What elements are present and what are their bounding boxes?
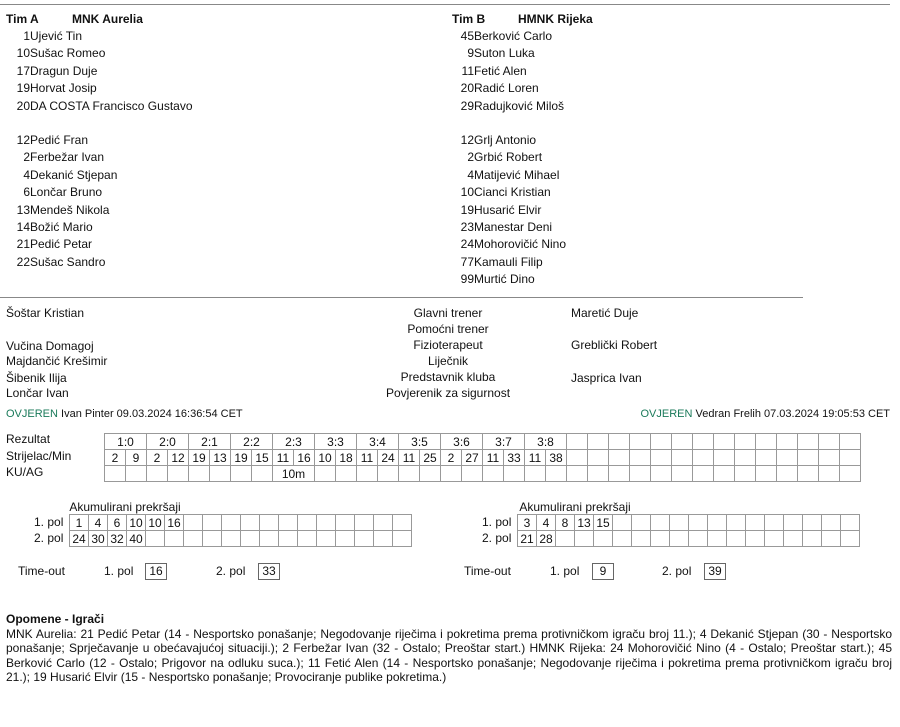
player-name: Grbić Robert	[474, 150, 543, 165]
empty-cell	[746, 531, 765, 547]
empty-cell	[260, 531, 279, 547]
scorer-min-cell: 27	[462, 450, 483, 466]
timeout-a-half1: 16	[145, 563, 167, 580]
empty-cell	[746, 515, 765, 531]
team-a-name: MNK Aurelia	[72, 12, 143, 26]
empty-cell	[567, 450, 588, 466]
player-name: Mohorovičić Nino	[474, 237, 567, 252]
empty-cell	[609, 466, 630, 482]
foul-minute-cell: 4	[89, 515, 108, 531]
empty-cell	[203, 531, 222, 547]
empty-cell	[146, 531, 165, 547]
player-number: 20	[16, 98, 30, 113]
player-row	[448, 168, 559, 182]
player-name: Radić Loren	[474, 81, 539, 96]
empty-cell	[756, 434, 777, 450]
empty-cell	[672, 466, 693, 482]
player-number: 24	[460, 237, 474, 252]
empty-cell	[630, 450, 651, 466]
scorer-min-cell: 12	[168, 450, 189, 466]
scorer-min-cell: 11	[273, 450, 294, 466]
empty-cell	[588, 450, 609, 466]
scorer-min-cell: 19	[189, 450, 210, 466]
player-name: Sušac Sandro	[30, 254, 106, 269]
goals-row-label-scorer: Strijelac/Min	[6, 449, 72, 463]
scorer-min-cell: 10	[315, 450, 336, 466]
empty-cell	[784, 531, 803, 547]
empty-cell	[670, 515, 689, 531]
player-number: 2	[467, 150, 474, 165]
empty-cell	[241, 515, 260, 531]
score-cell: 3:5	[399, 434, 441, 450]
player-name: Mendeš Nikola	[30, 202, 110, 217]
empty-cell	[374, 531, 393, 547]
empty-cell	[126, 466, 147, 482]
empty-cell	[693, 466, 714, 482]
player-row	[448, 46, 535, 60]
player-row	[448, 81, 539, 95]
player-name: Ujević Tin	[30, 29, 83, 43]
empty-cell	[222, 515, 241, 531]
fouls-title-a: Akumulirani prekršaji	[69, 500, 181, 514]
goals-row-label-ku-ag: KU/AG	[6, 465, 44, 479]
empty-cell	[651, 531, 670, 547]
role-doctor: Liječnik	[427, 354, 469, 368]
scorer-min-cell: 2	[105, 450, 126, 466]
empty-cell	[609, 450, 630, 466]
scorer-min-cell: 33	[504, 450, 525, 466]
role-physio: Fizioterapeut	[413, 338, 483, 352]
empty-cell	[727, 515, 746, 531]
score-cell: 3:4	[357, 434, 399, 450]
timeout-a-half2-label: 2. pol	[216, 564, 246, 578]
foul-minute-cell: 6	[108, 515, 127, 531]
empty-cell	[279, 515, 298, 531]
foul-minute-cell: 15	[594, 515, 613, 531]
empty-cell	[613, 515, 632, 531]
empty-cell	[210, 466, 231, 482]
timeout-b-half2: 39	[704, 563, 726, 580]
player-number: 9	[467, 46, 474, 61]
empty-cell	[355, 515, 374, 531]
empty-cell	[567, 466, 588, 482]
player-row	[4, 220, 93, 234]
empty-cell	[336, 466, 357, 482]
player-name: Horvat Josip	[30, 81, 97, 96]
player-name: Husarić Elvir	[474, 202, 542, 217]
empty-cell	[651, 466, 672, 482]
empty-cell	[819, 466, 840, 482]
empty-cell	[670, 531, 689, 547]
fouls-table-b	[517, 514, 860, 547]
player-row	[4, 81, 97, 95]
player-row	[4, 150, 104, 164]
role-assistant-coach: Pomoćni trener	[407, 322, 489, 336]
timeout-b-half1-label: 1. pol	[550, 564, 580, 578]
player-name: Murtić Dino	[474, 272, 535, 287]
team-b-club-rep: Jasprica Ivan	[571, 371, 642, 385]
scorer-min-cell: 2	[441, 450, 462, 466]
empty-cell	[546, 466, 567, 482]
verified-text: Ivan Pinter 09.03.2024 16:36:54 CET	[61, 408, 243, 420]
score-cell: 2:1	[189, 434, 231, 450]
foul-minute-cell: 21	[518, 531, 537, 547]
player-name: DA COSTA Francisco Gustavo	[30, 98, 193, 113]
empty-cell	[357, 466, 378, 482]
goals-table	[104, 433, 861, 482]
role-head-coach: Glavni trener	[413, 306, 483, 320]
player-number: 4	[23, 167, 30, 182]
verification-a	[6, 408, 243, 420]
empty-cell	[632, 531, 651, 547]
empty-cell	[651, 450, 672, 466]
foul-minute-cell: 4	[537, 515, 556, 531]
team-b-physio: Greblički Robert	[571, 338, 658, 352]
score-cell: 2:3	[273, 434, 315, 450]
empty-cell	[298, 515, 317, 531]
empty-cell	[632, 515, 651, 531]
player-name: Dragun Duje	[30, 63, 98, 78]
empty-cell	[693, 434, 714, 450]
warnings-text: MNK Aurelia: 21 Pedić Petar (14 - Nesportsko ponašanje; Negodovanje riječima i pokretima prema protivničkom igraču broj 11.); 4 Dekanić Stjepan (30 - Nesportsko ponašanje; Sprječavanje u obećavajućoj situaciji.); 2 Ferbežar Ivan (32 - Ostalo; Preoštar start.) HMNK Rijeka: 24 Mohorovičić Nino (4 - Ostalo; Preoštar start.); 45 Berković Carlo (12 - Ostalo; Prigovor na odluku suca.); 11 Fetić Alen (14 - Nesportsko ponašanje; Negodovanje riječima i pokretima prema protivničkom igraču broj 21.); 19 Husarić Elvir (15 - Nesportsko ponašanje; Provociranje publike pokretima.)	[6, 627, 892, 684]
player-name: Pedić Fran	[30, 133, 89, 147]
player-number: 10	[16, 46, 30, 61]
empty-cell	[803, 531, 822, 547]
empty-cell	[588, 466, 609, 482]
player-row	[448, 237, 566, 251]
foul-minute-cell: 28	[537, 531, 556, 547]
player-number: 11	[461, 63, 474, 78]
empty-cell	[609, 434, 630, 450]
scorer-min-cell: 16	[294, 450, 315, 466]
player-name: Manestar Deni	[474, 220, 553, 234]
team-a-doctor: Majdančić Krešimir	[6, 354, 108, 368]
foul-minute-cell: 3	[518, 515, 537, 531]
player-name: Suton Luka	[474, 46, 535, 61]
empty-cell	[841, 515, 860, 531]
empty-cell	[693, 450, 714, 466]
team-a-security-officer: Lončar Ivan	[6, 386, 69, 400]
team-a-head-coach: Šoštar Kristian	[6, 306, 85, 320]
player-row	[4, 133, 88, 147]
empty-cell	[630, 434, 651, 450]
empty-cell	[798, 434, 819, 450]
score-cell: 2:0	[147, 434, 189, 450]
empty-cell	[252, 466, 273, 482]
empty-cell	[374, 515, 393, 531]
empty-cell	[317, 515, 336, 531]
team-a-club-rep: Šibenik Ilija	[6, 371, 67, 385]
verified-text: Vedran Frelih 07.03.2024 19:05:53 CET	[695, 408, 890, 420]
scorer-min-cell: 2	[147, 450, 168, 466]
foul-minute-cell: 10	[146, 515, 165, 531]
player-name: Cianci Kristian	[474, 185, 551, 200]
player-name: Matijević Mihael	[474, 167, 560, 182]
empty-cell	[822, 515, 841, 531]
empty-cell	[556, 531, 575, 547]
empty-cell	[420, 466, 441, 482]
ku-ag-cell: 10m	[273, 466, 315, 482]
empty-cell	[803, 515, 822, 531]
player-number: 19	[460, 202, 474, 217]
empty-cell	[165, 531, 184, 547]
empty-cell	[727, 531, 746, 547]
empty-cell	[777, 450, 798, 466]
player-number: 12	[16, 133, 30, 147]
empty-cell	[336, 531, 355, 547]
empty-cell	[222, 531, 241, 547]
timeout-a-half2: 33	[258, 563, 280, 580]
fouls-title-b: Akumulirani prekršaji	[519, 500, 631, 514]
timeout-b-half1: 9	[592, 563, 614, 580]
empty-cell	[651, 434, 672, 450]
player-number: 12	[460, 133, 474, 147]
empty-cell	[504, 466, 525, 482]
empty-cell	[393, 531, 412, 547]
player-row	[4, 237, 92, 251]
empty-cell	[567, 434, 588, 450]
player-row	[448, 64, 527, 78]
empty-cell	[168, 466, 189, 482]
empty-cell	[525, 466, 546, 482]
team-b-name: HMNK Rijeka	[518, 12, 593, 26]
player-row	[4, 168, 117, 182]
score-cell: 2:2	[231, 434, 273, 450]
player-name: Lončar Bruno	[30, 185, 103, 200]
team-b-head-coach: Maretić Duje	[571, 306, 639, 320]
empty-cell	[798, 450, 819, 466]
empty-cell	[336, 515, 355, 531]
empty-cell	[260, 515, 279, 531]
player-row	[4, 203, 109, 217]
empty-cell	[735, 434, 756, 450]
player-number: 14	[16, 220, 30, 234]
player-number: 6	[23, 185, 30, 200]
player-number: 45	[460, 29, 474, 43]
verified-label: OVJEREN	[640, 408, 693, 420]
empty-cell	[777, 466, 798, 482]
player-name: Radujković Miloš	[474, 98, 565, 113]
empty-cell	[231, 466, 252, 482]
player-name: Fetić Alen	[474, 63, 527, 78]
role-club-rep: Predstavnik kluba	[400, 370, 496, 384]
empty-cell	[399, 466, 420, 482]
empty-cell	[355, 531, 374, 547]
scorer-min-cell: 19	[231, 450, 252, 466]
empty-cell	[147, 466, 168, 482]
player-number: 1	[23, 29, 30, 43]
player-number: 77	[460, 254, 474, 269]
player-name: Pedić Petar	[30, 237, 93, 252]
fouls-b-half1-label: 1. pol	[482, 515, 512, 529]
player-number: 21	[16, 237, 30, 252]
player-number: 2	[23, 150, 30, 165]
player-number: 10	[460, 185, 474, 200]
timeout-a-half1-label: 1. pol	[104, 564, 134, 578]
empty-cell	[840, 450, 861, 466]
empty-cell	[189, 466, 210, 482]
player-row	[448, 133, 536, 147]
empty-cell	[765, 515, 784, 531]
empty-cell	[441, 466, 462, 482]
empty-cell	[765, 531, 784, 547]
player-row	[4, 255, 105, 269]
score-cell: 3:3	[315, 434, 357, 450]
player-number: 17	[16, 63, 30, 78]
timeout-b-half2-label: 2. pol	[662, 564, 692, 578]
empty-cell	[575, 531, 594, 547]
score-cell: 3:7	[483, 434, 525, 450]
empty-cell	[708, 515, 727, 531]
scorer-min-cell: 38	[546, 450, 567, 466]
empty-cell	[689, 515, 708, 531]
empty-cell	[777, 434, 798, 450]
player-name: Berković Carlo	[474, 29, 553, 43]
fouls-b-half2-label: 2. pol	[482, 531, 512, 545]
player-row	[4, 99, 193, 113]
empty-cell	[393, 515, 412, 531]
verified-label: OVJEREN	[6, 408, 58, 420]
player-name: Grlj Antonio	[474, 133, 537, 147]
empty-cell	[819, 450, 840, 466]
player-number: 23	[460, 220, 474, 234]
fouls-a-half1-label: 1. pol	[34, 515, 64, 529]
foul-minute-cell: 1	[70, 515, 89, 531]
foul-minute-cell: 40	[127, 531, 146, 547]
player-row	[448, 220, 552, 234]
scorer-min-cell: 11	[399, 450, 420, 466]
empty-cell	[184, 515, 203, 531]
scorer-min-cell: 9	[126, 450, 147, 466]
player-row	[448, 29, 552, 43]
team-a-label: Tim A	[6, 12, 39, 26]
player-number: 19	[16, 81, 30, 96]
player-number: 20	[460, 81, 474, 96]
empty-cell	[784, 515, 803, 531]
score-cell: 3:6	[441, 434, 483, 450]
empty-cell	[714, 466, 735, 482]
scorer-min-cell: 24	[378, 450, 399, 466]
empty-cell	[594, 531, 613, 547]
empty-cell	[840, 466, 861, 482]
empty-cell	[735, 450, 756, 466]
player-row	[448, 99, 564, 113]
fouls-table-a	[69, 514, 412, 547]
empty-cell	[315, 466, 336, 482]
fouls-a-half2-label: 2. pol	[34, 531, 64, 545]
empty-cell	[613, 531, 632, 547]
empty-cell	[714, 434, 735, 450]
empty-cell	[298, 531, 317, 547]
foul-minute-cell: 10	[127, 515, 146, 531]
scorer-min-cell: 18	[336, 450, 357, 466]
empty-cell	[483, 466, 504, 482]
goals-row-label-result: Rezultat	[6, 432, 51, 446]
empty-cell	[630, 466, 651, 482]
empty-cell	[708, 531, 727, 547]
player-row	[4, 185, 102, 199]
player-row	[448, 185, 551, 199]
empty-cell	[756, 450, 777, 466]
player-row	[448, 272, 535, 286]
player-row	[4, 46, 105, 60]
scorer-min-cell: 15	[252, 450, 273, 466]
foul-minute-cell: 13	[575, 515, 594, 531]
empty-cell	[184, 531, 203, 547]
empty-cell	[279, 531, 298, 547]
player-number: 4	[467, 167, 474, 182]
timeout-label-b: Time-out	[464, 564, 511, 578]
empty-cell	[822, 531, 841, 547]
empty-cell	[672, 434, 693, 450]
empty-cell	[841, 531, 860, 547]
empty-cell	[317, 531, 336, 547]
player-number: 13	[16, 202, 30, 217]
player-name: Kamauli Filip	[474, 254, 543, 269]
score-cell: 3:8	[525, 434, 567, 450]
scorer-min-cell: 11	[357, 450, 378, 466]
player-row	[4, 64, 97, 78]
scorer-min-cell: 25	[420, 450, 441, 466]
scorer-min-cell: 11	[483, 450, 504, 466]
player-number: 29	[460, 98, 474, 113]
empty-cell	[651, 515, 670, 531]
verification-b	[641, 408, 891, 420]
player-row	[448, 203, 541, 217]
timeout-label-a: Time-out	[18, 564, 65, 578]
role-security-officer: Povjerenik za sigurnost	[385, 386, 511, 400]
scorer-min-cell: 13	[210, 450, 231, 466]
empty-cell	[241, 531, 260, 547]
empty-cell	[819, 434, 840, 450]
empty-cell	[588, 434, 609, 450]
player-number: 22	[16, 254, 30, 269]
empty-cell	[378, 466, 399, 482]
player-number: 99	[460, 272, 474, 287]
player-name: Dekanić Stjepan	[30, 167, 118, 182]
foul-minute-cell: 8	[556, 515, 575, 531]
empty-cell	[840, 434, 861, 450]
empty-cell	[672, 450, 693, 466]
player-row	[4, 29, 82, 43]
empty-cell	[756, 466, 777, 482]
empty-cell	[798, 466, 819, 482]
score-cell: 1:0	[105, 434, 147, 450]
foul-minute-cell: 32	[108, 531, 127, 547]
team-b-label: Tim B	[452, 12, 486, 26]
foul-minute-cell: 16	[165, 515, 184, 531]
empty-cell	[689, 531, 708, 547]
player-name: Sušac Romeo	[30, 46, 106, 61]
empty-cell	[105, 466, 126, 482]
empty-cell	[714, 450, 735, 466]
player-name: Božić Mario	[30, 220, 93, 234]
empty-cell	[203, 515, 222, 531]
scorer-min-cell: 11	[525, 450, 546, 466]
empty-cell	[735, 466, 756, 482]
foul-minute-cell: 24	[70, 531, 89, 547]
player-row	[448, 150, 542, 164]
empty-cell	[462, 466, 483, 482]
warnings-title: Opomene - Igrači	[6, 612, 105, 626]
player-name: Ferbežar Ivan	[30, 150, 105, 165]
player-row	[448, 255, 543, 269]
team-a-physio: Vučina Domagoj	[6, 339, 94, 353]
foul-minute-cell: 30	[89, 531, 108, 547]
